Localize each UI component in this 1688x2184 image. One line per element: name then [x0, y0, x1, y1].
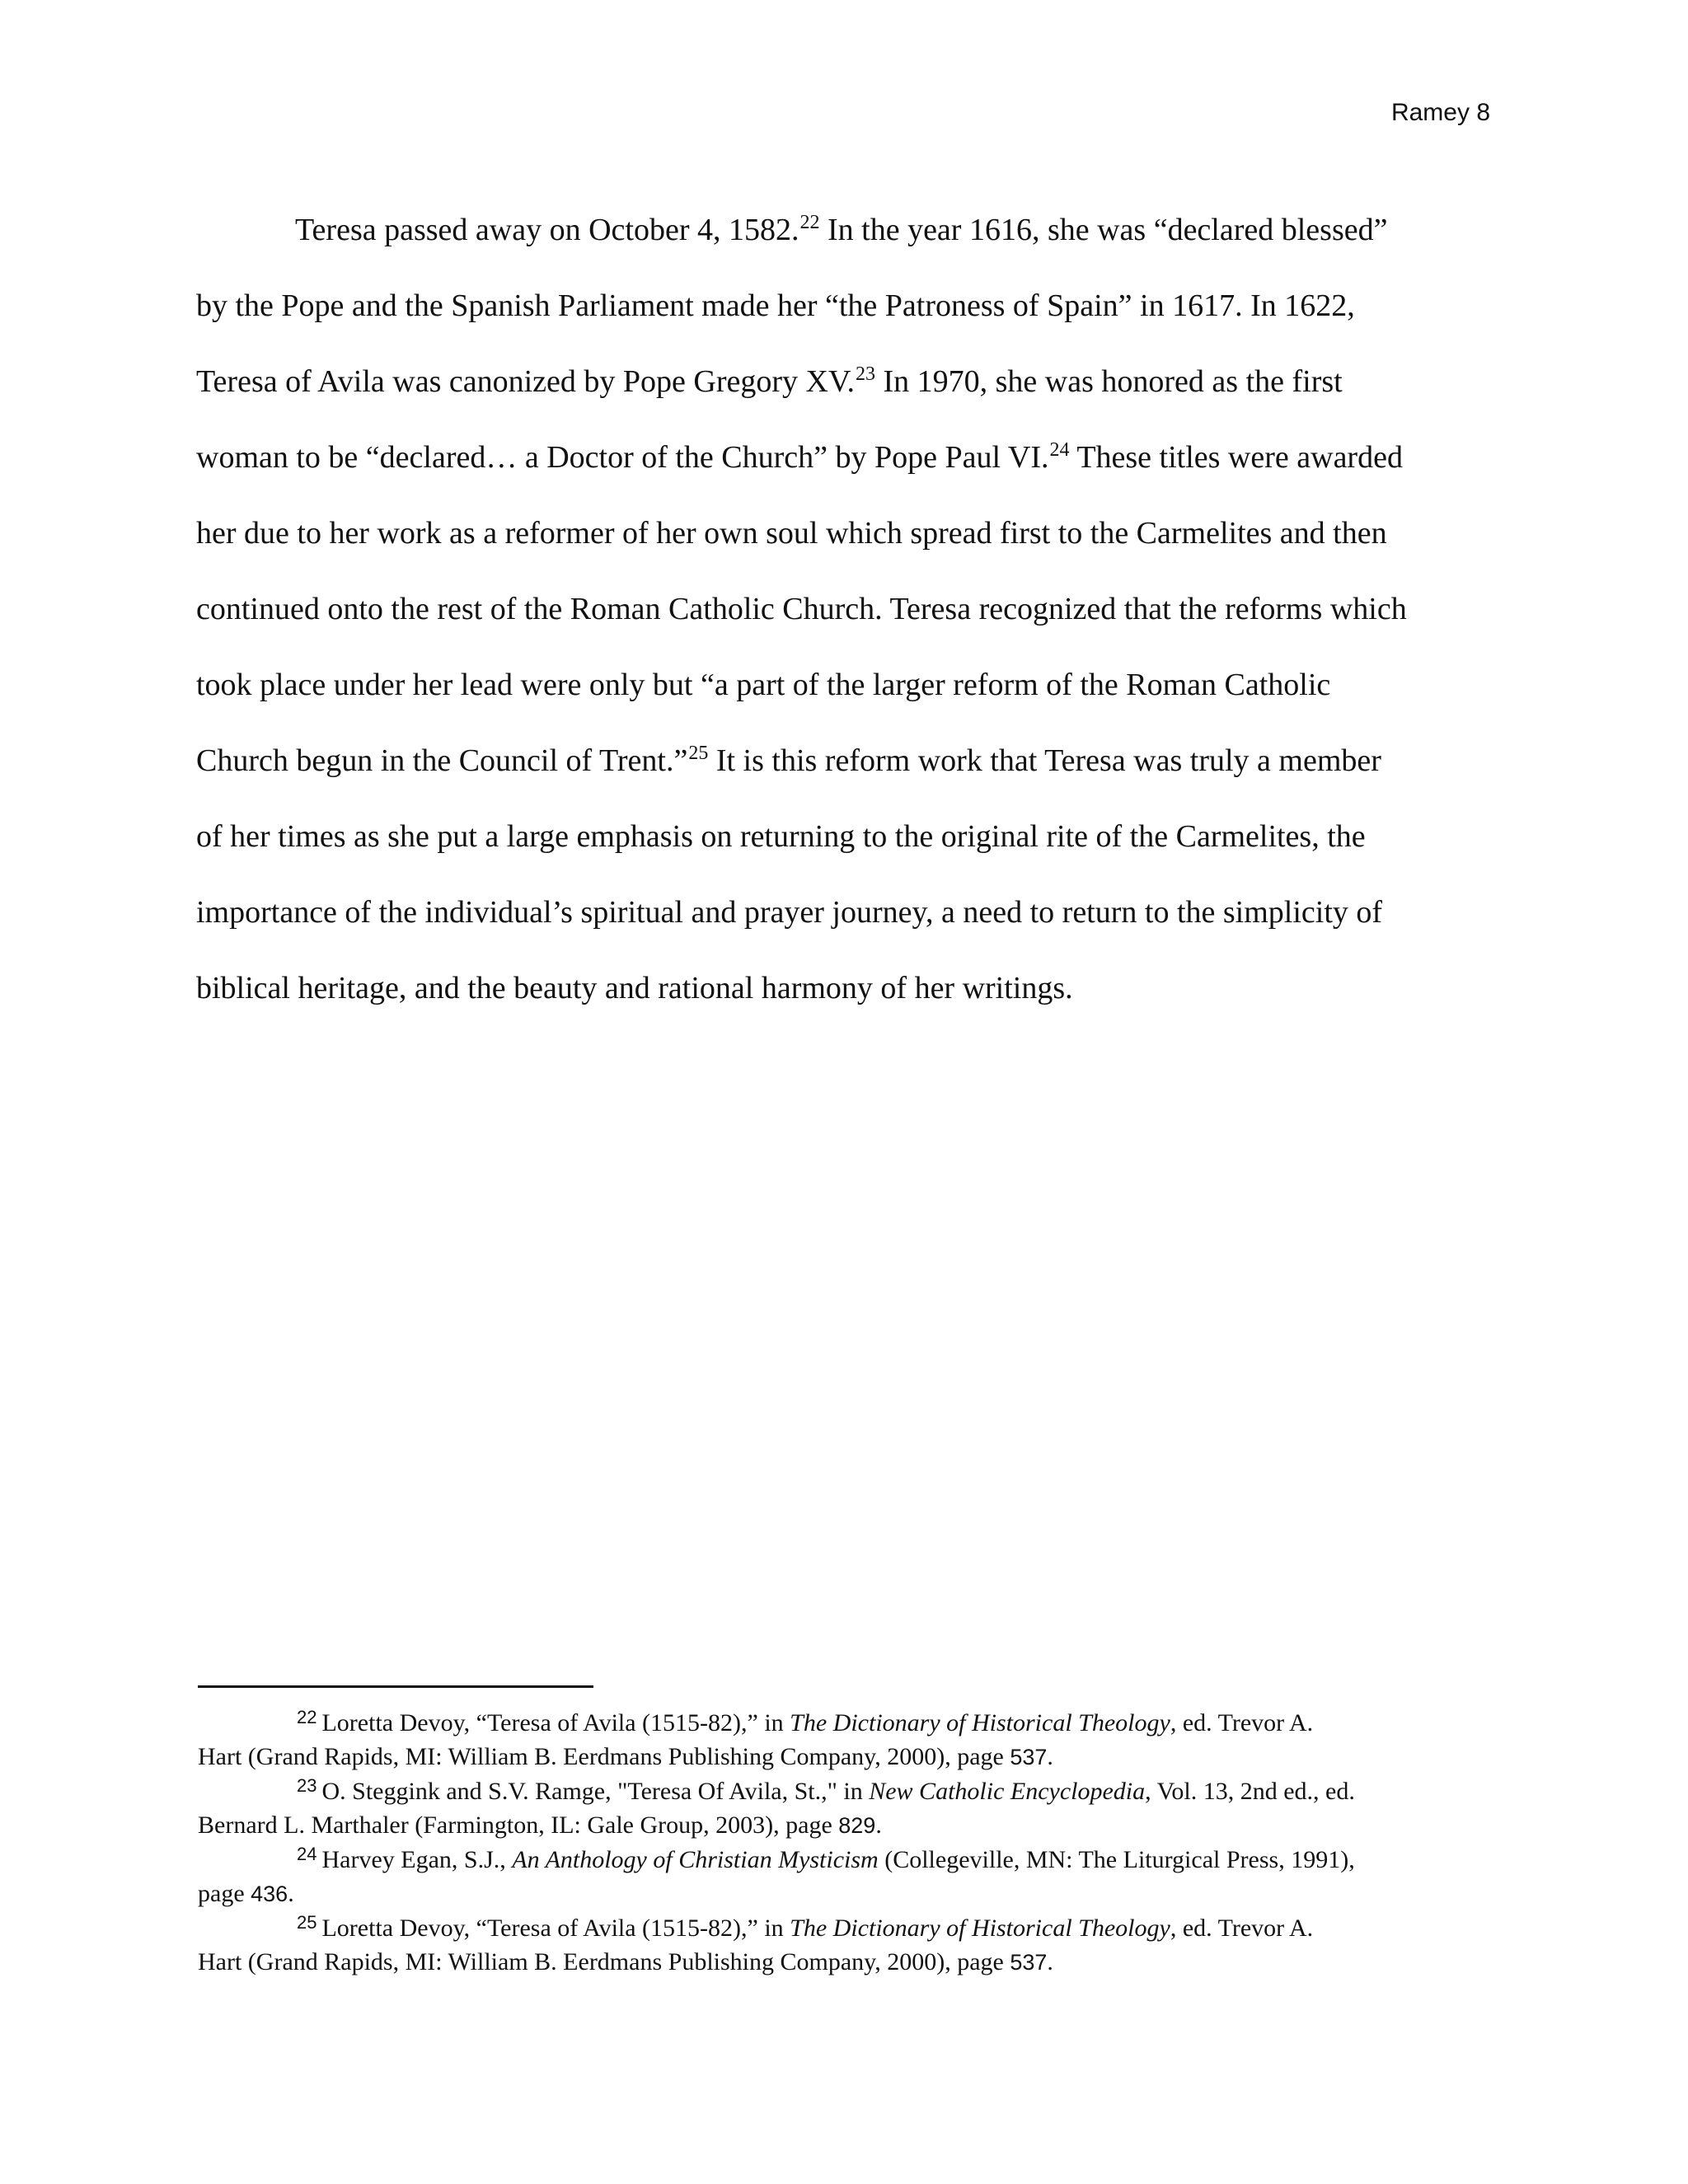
footnote [198, 1911, 1492, 1980]
footnote-text: . [1047, 1743, 1053, 1770]
body-line [196, 344, 1490, 419]
footnote-separator [198, 1685, 593, 1688]
footnote-number: 24 [297, 1844, 317, 1864]
footnote-text: O. Steggink and S.V. Ramge, "Teresa Of Avila, St.," in [321, 1778, 870, 1805]
footnote-text: . [288, 1880, 294, 1907]
body-paragraph [196, 192, 1490, 1026]
footnote-text: Loretta Devoy, “Teresa of Avila (1515-82),” in [321, 1915, 790, 1942]
body-text-segment: In the year 1616, she was “declared blessed” [819, 213, 1388, 247]
body-line [196, 874, 1490, 950]
body-line [196, 495, 1490, 571]
footnote [198, 1706, 1492, 1774]
footnote-page-number: 436 [251, 1882, 288, 1906]
body-text-segment: Church begun in the Council of Trent.” [196, 743, 688, 778]
footnote-text: Loretta Devoy, “Teresa of Avila (1515-82),” in [321, 1709, 790, 1736]
footnote-text: Hart (Grand Rapids, MI: William B. Eerdmans Publishing Company, 2000), page [198, 1948, 1010, 1975]
footnote-number: 25 [297, 1912, 317, 1933]
body-line [196, 419, 1490, 495]
footnote-page-number: 829 [838, 1813, 876, 1838]
body-line [196, 647, 1490, 723]
footnote-text: (Collegeville, MN: The Liturgical Press, 1991), [878, 1846, 1355, 1873]
footnote-number: 22 [297, 1707, 317, 1727]
footnote-text: Bernard L. Marthaler (Farmington, IL: Gale Group, 2003), page [198, 1811, 839, 1839]
body-line [196, 723, 1490, 799]
footnote-text: . [875, 1811, 882, 1839]
body-line [196, 571, 1490, 647]
body-text-segment: These titles were awarded [1069, 440, 1403, 475]
footnote [198, 1843, 1492, 1911]
footnote-ref[interactable]: 25 [688, 743, 709, 764]
body-text-segment: took place under her lead were only but “a part of the larger reform of the Roman Catholic [196, 668, 1331, 702]
body-text-segment: Teresa of Avila was canonized by Pope Gregory XV. [196, 364, 855, 399]
footnote-text: , ed. Trevor A. [1170, 1915, 1314, 1942]
footnote-title: The Dictionary of Historical Theology [790, 1709, 1170, 1736]
body-text-segment: It is this reform work that Teresa was truly a member [708, 743, 1381, 778]
footnote-line [198, 1740, 1492, 1774]
footnote-text: Hart (Grand Rapids, MI: William B. Eerdmans Publishing Company, 2000), page [198, 1743, 1010, 1770]
footnote-title: New Catholic Encyclopedia [869, 1778, 1146, 1805]
body-text-segment: Teresa passed away on October 4, 1582. [295, 213, 799, 247]
body-text-segment: importance of the individual’s spiritual and prayer journey, a need to return to the simplicity of [196, 895, 1383, 930]
footnote-ref[interactable]: 22 [799, 212, 820, 233]
footnote-text: , ed. Trevor A. [1170, 1709, 1314, 1736]
body-text-segment: of her times as she put a large emphasis on returning to the original rite of the Carmelites, the [196, 819, 1366, 854]
body-text-segment: by the Pope and the Spanish Parliament made her “the Patroness of Spain” in 1617. In 1622, [196, 288, 1355, 323]
footnote-title: The Dictionary of Historical Theology [790, 1915, 1170, 1942]
body-line [196, 192, 1490, 268]
footnote-ref[interactable]: 24 [1049, 439, 1070, 461]
body-line [196, 799, 1490, 874]
footnote-text: Harvey Egan, S.J., [321, 1846, 513, 1873]
footnote-line [198, 1945, 1492, 1980]
footnote-number: 23 [297, 1775, 317, 1796]
footnote-line [198, 1877, 1492, 1911]
footnote-page-number: 537 [1010, 1745, 1048, 1769]
footnote-text: , Vol. 13, 2nd ed., ed. [1145, 1778, 1355, 1805]
footnote-line [198, 1808, 1492, 1843]
body-text-segment: her due to her work as a reformer of her own soul which spread first to the Carmelites and then [196, 516, 1387, 551]
body-line [196, 268, 1490, 344]
footnote-text: . [1047, 1948, 1053, 1975]
running-head: Ramey 8 [1390, 99, 1490, 126]
body-text-segment: continued onto the rest of the Roman Catholic Church. Teresa recognized that the reforms which [196, 592, 1407, 626]
body-line [196, 950, 1490, 1026]
body-text-segment: woman to be “declared… a Doctor of the Church” by Pope Paul VI. [196, 440, 1049, 475]
footnote-line [198, 1843, 1492, 1877]
footnote-ref[interactable]: 23 [855, 363, 875, 385]
footnote-line [198, 1774, 1492, 1808]
body-text-segment: biblical heritage, and the beauty and rational harmony of her writings. [196, 971, 1073, 1005]
footnote-line [198, 1706, 1492, 1740]
footnote-page-number: 537 [1010, 1950, 1048, 1975]
footnote-text: page [198, 1880, 251, 1907]
body-text-segment: In 1970, she was honored as the first [874, 364, 1343, 399]
footnote-line [198, 1911, 1492, 1945]
footnotes [198, 1706, 1492, 1980]
footnote [198, 1774, 1492, 1843]
footnote-title: An Anthology of Christian Mysticism [512, 1846, 879, 1873]
